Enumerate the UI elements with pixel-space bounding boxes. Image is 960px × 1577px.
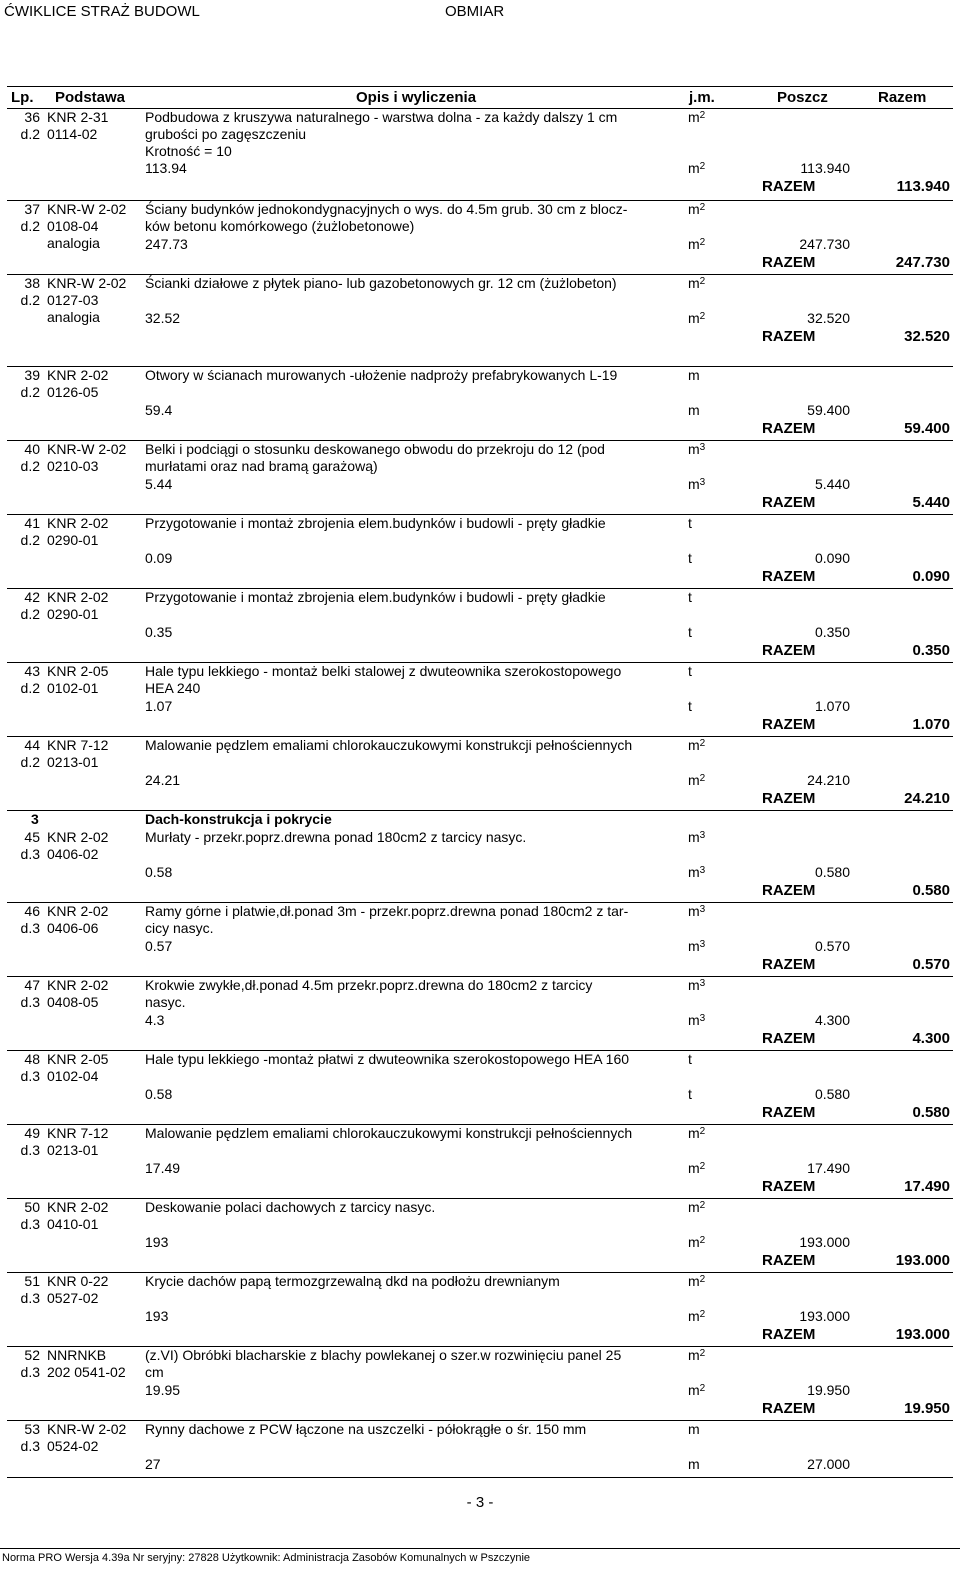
item-total: 17.490: [904, 1178, 950, 1195]
item-description: Krokwie zwykłe,dł.ponad 4.5m przekr.poprz.drewna do 180cm2 z tarcicy: [145, 977, 593, 993]
table-row: [7, 441, 953, 515]
item-total: 1.070: [912, 716, 950, 733]
razem-label: RAZEM: [762, 494, 816, 511]
item-basis: 0290-01: [47, 532, 99, 548]
item-section-ref: d.2: [20, 218, 40, 234]
table-row: [7, 1125, 953, 1199]
razem-label: RAZEM: [762, 328, 816, 345]
item-quantity-unit: $m^2$: [688, 160, 706, 176]
item-basis: 0108-04: [47, 218, 99, 234]
item-quantity-unit: m: [688, 402, 700, 418]
item-unit: $m^2$: [688, 737, 706, 753]
item-basis: 0127-03: [47, 292, 99, 308]
item-partial-value: 19.950: [807, 1382, 850, 1398]
item-basis: KNR 2-02: [47, 829, 109, 845]
item-section-ref: d.3: [20, 994, 40, 1010]
item-partial-value: 247.730: [799, 236, 850, 252]
item-description: Ściany budynków jednokondygnacyjnych o wys. do 4.5m grub. 30 cm z blocz-: [145, 201, 628, 217]
item-partial-value: 5.440: [814, 476, 850, 492]
item-total: 247.730: [895, 254, 950, 271]
document-type: OBMIAR: [445, 3, 505, 20]
item-partial-value: 17.490: [807, 1160, 850, 1176]
footer-text: Norma PRO Wersja 4.39a Nr seryjny: 27828 Użytkownik: Administracja Zasobów Komunalnych w Pszczynie: [2, 1552, 530, 1564]
item-basis: 0524-02: [47, 1438, 99, 1454]
item-section-ref: d.2: [20, 126, 40, 142]
item-number: 36: [24, 109, 40, 125]
item-quantity-unit: t: [688, 550, 692, 566]
item-unit: t: [688, 515, 692, 531]
item-description: Malowanie pędzlem emaliami chlorokauczukowymi konstrukcji pełnościennych: [145, 1125, 633, 1141]
item-total: 19.950: [904, 1400, 950, 1417]
item-partial-value: 0.350: [814, 624, 850, 640]
razem-label: RAZEM: [762, 882, 816, 899]
item-basis: KNR 2-02: [47, 515, 109, 531]
item-basis: 202 0541-02: [47, 1364, 126, 1380]
item-unit: $m^3$: [688, 829, 706, 845]
item-unit: $m^2$: [688, 1347, 706, 1363]
item-basis: KNR 2-02: [47, 367, 109, 383]
item-description: Hale typu lekkiego -montaż płatwi z dwuteownika szerokostopowego HEA 160: [145, 1051, 630, 1067]
item-total: 0.580: [912, 882, 950, 899]
item-number: 52: [24, 1347, 40, 1363]
item-description: HEA 240: [145, 680, 201, 696]
item-quantity-unit: $m^2$: [688, 1382, 706, 1398]
item-basis: 0213-01: [47, 1142, 99, 1158]
item-description: Krycie dachów papą termozgrzewalną dkd na podłożu drewnianym: [145, 1273, 560, 1289]
razem-label: RAZEM: [762, 1326, 816, 1343]
item-basis: KNR 2-02: [47, 589, 109, 605]
item-basis: 0102-04: [47, 1068, 99, 1084]
item-quantity: 0.09: [145, 550, 173, 566]
item-basis: KNR 2-31: [47, 109, 109, 125]
item-quantity-unit: t: [688, 624, 692, 640]
item-quantity: 32.52: [145, 310, 181, 326]
razem-label: RAZEM: [762, 254, 816, 271]
item-total: 0.580: [912, 1104, 950, 1121]
col-opis: Opis i wyliczenia: [356, 89, 477, 106]
item-quantity-unit: t: [688, 698, 692, 714]
item-section-ref: d.3: [20, 1216, 40, 1232]
item-total: 4.300: [912, 1030, 950, 1047]
item-total: 193.000: [895, 1252, 950, 1269]
item-quantity-unit: $m^2$: [688, 1160, 706, 1176]
item-number: 42: [24, 589, 40, 605]
item-quantity: 0.58: [145, 1086, 173, 1102]
item-description: Deskowanie polaci dachowych z tarcicy nasyc.: [145, 1199, 436, 1215]
item-section-ref: d.2: [20, 606, 40, 622]
item-partial-value: 59.400: [807, 402, 850, 418]
item-total: 0.350: [912, 642, 950, 659]
item-quantity: 193: [145, 1234, 169, 1250]
table-row: [7, 201, 953, 275]
item-partial-value: 0.090: [814, 550, 850, 566]
item-quantity-unit: $m^3$: [688, 864, 706, 880]
item-basis: 0102-01: [47, 680, 99, 696]
item-section-ref: d.2: [20, 458, 40, 474]
item-unit: t: [688, 1051, 692, 1067]
item-unit: $m^2$: [688, 275, 706, 291]
item-number: 43: [24, 663, 40, 679]
item-basis: KNR 0-22: [47, 1273, 109, 1289]
razem-label: RAZEM: [762, 716, 816, 733]
item-basis: 0290-01: [47, 606, 99, 622]
item-total: 32.520: [904, 328, 950, 345]
item-quantity: 17.49: [145, 1160, 181, 1176]
item-number: 48: [24, 1051, 40, 1067]
item-basis: analogia: [47, 309, 100, 325]
razem-label: RAZEM: [762, 1104, 816, 1121]
item-section-ref: d.3: [20, 1438, 40, 1454]
item-description: Rynny dachowe z PCW łączone na uszczelki - półokrągłe o śr. 150 mm: [145, 1421, 587, 1437]
table-row: [7, 275, 953, 367]
table-row: [7, 515, 953, 589]
item-basis: KNR 7-12: [47, 737, 109, 753]
item-description: Podbudowa z kruszywa naturalnego - warstwa dolna - za każdy dalszy 1 cm: [145, 109, 618, 125]
item-basis: 0126-05: [47, 384, 99, 400]
item-quantity: 5.44: [145, 476, 173, 492]
razem-label: RAZEM: [762, 790, 816, 807]
item-number: 53: [24, 1421, 40, 1437]
item-section-ref: d.3: [20, 846, 40, 862]
item-basis: KNR 2-02: [47, 903, 109, 919]
item-total: 193.000: [895, 1326, 950, 1343]
item-section-ref: d.3: [20, 1364, 40, 1380]
item-unit: m: [688, 1421, 700, 1437]
item-total: 0.570: [912, 956, 950, 973]
item-number: 44: [24, 737, 40, 753]
item-number: 39: [24, 367, 40, 383]
item-quantity: 24.21: [145, 772, 181, 788]
item-partial-value: 193.000: [799, 1234, 850, 1250]
razem-label: RAZEM: [762, 1030, 816, 1047]
item-quantity-unit: $m^3$: [688, 1012, 706, 1028]
item-basis: 0213-01: [47, 754, 99, 770]
item-description: Murłaty - przekr.poprz.drewna ponad 180cm2 z tarcicy nasyc.: [145, 829, 527, 845]
item-number: 51: [24, 1273, 40, 1289]
table-row: [7, 1199, 953, 1273]
item-quantity-unit: $m^2$: [688, 1234, 706, 1250]
item-unit: $m^2$: [688, 1199, 706, 1215]
item-partial-value: 1.070: [814, 698, 850, 714]
item-number: 37: [24, 201, 40, 217]
item-unit: t: [688, 589, 692, 605]
item-partial-value: 24.210: [807, 772, 850, 788]
table-row: [7, 1347, 953, 1421]
item-quantity: 193: [145, 1308, 169, 1324]
item-quantity-unit: $m^3$: [688, 938, 706, 954]
item-quantity: 0.35: [145, 624, 173, 640]
item-basis: 0114-02: [47, 126, 98, 142]
document-title: ĆWIKLICE STRAŻ BUDOWL: [4, 3, 200, 20]
item-quantity-unit: $m^3$: [688, 476, 706, 492]
item-partial-value: 27.000: [807, 1456, 850, 1472]
table-row: [7, 1051, 953, 1125]
item-description: Malowanie pędzlem emaliami chlorokauczukowymi konstrukcji pełnościennych: [145, 737, 633, 753]
section-title: Dach-konstrukcja i pokrycie: [145, 811, 332, 827]
item-basis: KNR-W 2-02: [47, 201, 127, 217]
col-razem: Razem: [878, 89, 927, 106]
table-row: [7, 737, 953, 811]
item-basis: KNR 2-02: [47, 1199, 109, 1215]
col-poszcz: Poszcz: [777, 89, 828, 106]
section-header: [7, 811, 953, 829]
item-section-ref: d.2: [20, 754, 40, 770]
item-quantity-unit: $m^2$: [688, 1308, 706, 1324]
table-row: [7, 1273, 953, 1347]
item-partial-value: 193.000: [799, 1308, 850, 1324]
item-partial-value: 113.940: [800, 160, 850, 176]
item-basis: 0527-02: [47, 1290, 99, 1306]
item-quantity-unit: $m^2$: [688, 772, 706, 788]
item-partial-value: 4.300: [814, 1012, 850, 1028]
item-section-ref: d.3: [20, 1142, 40, 1158]
item-quantity: 0.57: [145, 938, 173, 954]
item-unit: $m^3$: [688, 977, 706, 993]
item-basis: 0406-06: [47, 920, 99, 936]
item-quantity: 0.58: [145, 864, 173, 880]
item-description: ków betonu komórkowego (żużlobetonowe): [145, 218, 415, 234]
razem-label: RAZEM: [762, 1252, 816, 1269]
item-quantity: 1.07: [145, 698, 173, 714]
item-total: 113.940: [896, 178, 950, 195]
razem-label: RAZEM: [762, 642, 816, 659]
item-description: Otwory w ścianach murowanych -ułożenie nadproży prefabrykowanych L-19: [145, 367, 618, 383]
razem-label: RAZEM: [762, 956, 816, 973]
item-basis: analogia: [47, 235, 100, 251]
item-unit: $m^3$: [688, 441, 706, 457]
item-basis: 0410-01: [47, 1216, 99, 1232]
page-header: [0, 3, 960, 23]
table-row: [7, 829, 953, 903]
razem-label: RAZEM: [762, 568, 816, 585]
footer-divider: [0, 1548, 960, 1549]
col-lp: Lp.: [11, 89, 34, 106]
item-description: cm: [145, 1364, 164, 1380]
item-partial-value: 32.520: [807, 310, 850, 326]
item-basis: KNR 7-12: [47, 1125, 109, 1141]
item-quantity: 59.4: [145, 402, 173, 418]
item-number: 49: [24, 1125, 40, 1141]
table-row: [7, 663, 953, 737]
table-row: [7, 977, 953, 1051]
item-section-ref: d.2: [20, 532, 40, 548]
item-section-ref: d.3: [20, 1290, 40, 1306]
item-basis: 0406-02: [47, 846, 99, 862]
item-number: 46: [24, 903, 40, 919]
item-number: 45: [24, 829, 40, 845]
item-description: Hale typu lekkiego - montaż belki stalowej z dwuteownika szerokostopowego: [145, 663, 622, 679]
col-podstawa: Podstawa: [55, 89, 126, 106]
table-body-section-2: [7, 109, 953, 811]
item-section-ref: d.2: [20, 384, 40, 400]
item-basis: KNR-W 2-02: [47, 1421, 127, 1437]
item-unit: $m^2$: [688, 1273, 706, 1289]
item-section-ref: d.2: [20, 292, 40, 308]
item-section-ref: d.3: [20, 920, 40, 936]
page-number: - 3 -: [466, 1494, 494, 1511]
item-unit: m: [688, 367, 700, 383]
item-description: nasyc.: [145, 994, 186, 1010]
item-unit: $m^2$: [688, 201, 706, 217]
item-quantity: 19.95: [145, 1382, 181, 1398]
table-row: [7, 367, 953, 441]
item-total: 5.440: [912, 494, 950, 511]
item-section-ref: d.3: [20, 1068, 40, 1084]
item-quantity-unit: $m^2$: [688, 236, 706, 252]
table-row: [7, 109, 953, 201]
item-number: 38: [24, 275, 40, 291]
item-number: 41: [24, 515, 40, 531]
section-number: 3: [31, 811, 39, 827]
item-total: 24.210: [904, 790, 950, 807]
item-description: murłatami oraz nad bramą garażową): [145, 458, 378, 474]
item-description: Ramy górne i platwie,dł.ponad 3m - przekr.poprz.drewna ponad 180cm2 z tar-: [145, 903, 629, 919]
item-number: 50: [24, 1199, 40, 1215]
item-section-ref: d.2: [20, 680, 40, 696]
razem-label: RAZEM: [762, 1178, 816, 1195]
table-row: [7, 589, 953, 663]
item-number: 47: [24, 977, 40, 993]
item-basis: KNR 2-02: [47, 977, 109, 993]
table-row: [7, 1421, 953, 1478]
razem-label: RAZEM: [762, 178, 816, 195]
item-number: 40: [24, 441, 40, 457]
table-body-section-3: [7, 829, 953, 1478]
table-header: [7, 86, 953, 109]
item-quantity: 113.94: [145, 160, 187, 176]
item-description: (z.VI) Obróbki blacharskie z blachy powlekanej o szer.w rozwinięciu panel 25: [145, 1347, 622, 1363]
item-basis: KNR 2-05: [47, 1051, 109, 1067]
item-description: cicy nasyc.: [145, 920, 214, 936]
item-description: Przygotowanie i montaż zbrojenia elem.budynków i budowli - pręty gładkie: [145, 515, 606, 531]
table-row: [7, 903, 953, 977]
item-description: Ścianki działowe z płytek piano- lub gazobetonowych gr. 12 cm (żużlobeton): [145, 275, 617, 291]
item-basis: NNRNKB: [47, 1347, 107, 1363]
item-basis: 0210-03: [47, 458, 99, 474]
item-basis: KNR-W 2-02: [47, 275, 127, 291]
item-partial-value: 0.570: [814, 938, 850, 954]
item-total: 0.090: [912, 568, 950, 585]
item-quantity: 4.3: [145, 1012, 165, 1028]
item-partial-value: 0.580: [814, 864, 850, 880]
item-basis: KNR-W 2-02: [47, 441, 127, 457]
item-partial-value: 0.580: [814, 1086, 850, 1102]
item-total: 59.400: [904, 420, 950, 437]
item-unit: $m^2$: [688, 1125, 706, 1141]
item-quantity: 27: [145, 1456, 161, 1472]
item-description: grubości po zagęszczeniu: [145, 126, 307, 142]
measurement-table: [7, 86, 953, 1478]
item-basis: KNR 2-05: [47, 663, 109, 679]
col-jm: j.m.: [689, 89, 715, 106]
item-quantity: 247.73: [145, 236, 188, 252]
item-description: Belki i podciągi o stosunku deskowanego obwodu do przekroju do 12 (pod: [145, 441, 605, 457]
item-quantity-unit: t: [688, 1086, 692, 1102]
item-description: Krotność = 10: [145, 143, 232, 159]
razem-label: RAZEM: [762, 1400, 816, 1417]
item-quantity-unit: m: [688, 1456, 700, 1472]
item-unit: t: [688, 663, 692, 679]
item-basis: 0408-05: [47, 994, 99, 1010]
item-quantity-unit: $m^2$: [688, 310, 706, 326]
item-description: Przygotowanie i montaż zbrojenia elem.budynków i budowli - pręty gładkie: [145, 589, 606, 605]
item-unit: $m^2$: [688, 109, 706, 125]
item-unit: $m^3$: [688, 903, 706, 919]
razem-label: RAZEM: [762, 420, 816, 437]
